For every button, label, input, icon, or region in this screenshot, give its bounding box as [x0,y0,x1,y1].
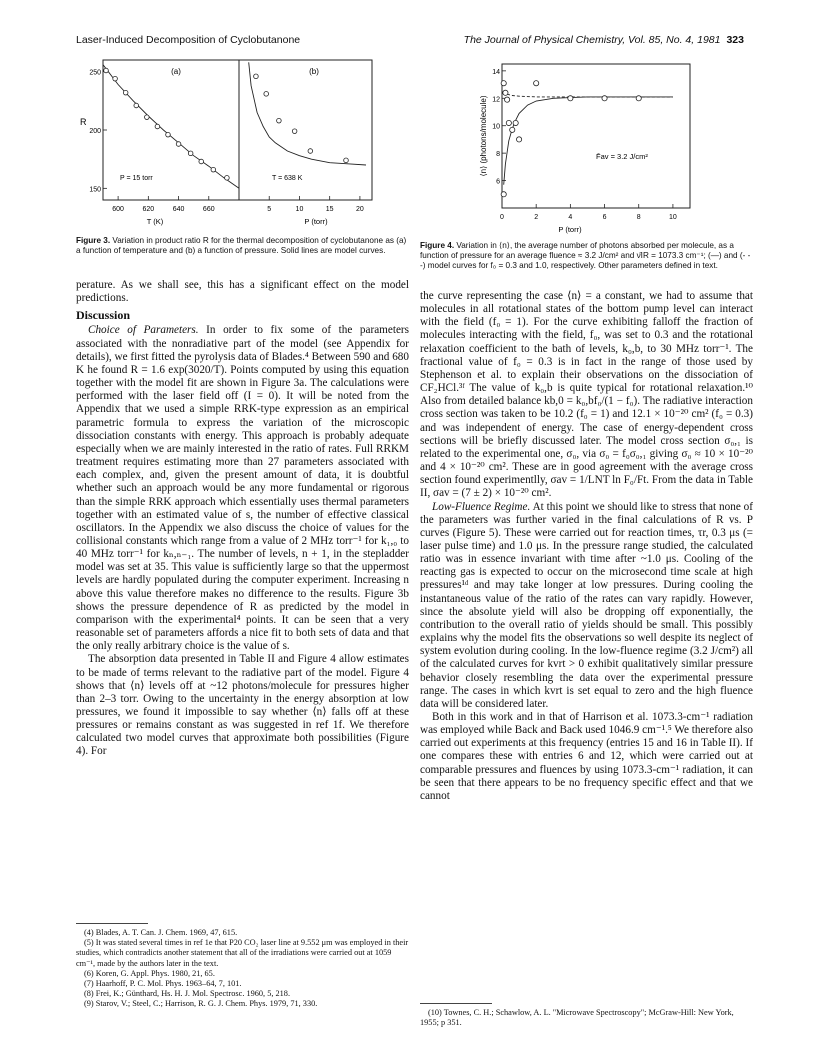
x-tick-label: 15 [325,206,334,213]
data-point [568,96,573,101]
y-axis-label: ⟨n⟩ (photons/molecule) [479,95,488,177]
y-tick-label: 10 [492,123,500,131]
footnote-rule-left [76,923,148,924]
figure-4-caption-label: Figure 4. [420,241,455,250]
data-point [134,103,139,108]
footnote: (4) Blades, A. T. Can. J. Chem. 1969, 47, 615. [84,928,238,937]
footnote: (6) Koren, G. Appl. Phys. 1980, 21, 65. [84,968,215,978]
paragraph-body: At this point we should like to stress that none of the parameters was further varied in the final calculations of R vs. P curves (Figure 5). These were carried out for reaction times, τr, 0.3 μs (= laser pulse time) and 1.0 μs. In the pressure range studied, the calculated ratio was in essence invariant with time after ~1.0 μs. Cooling of the reacting gas is expected to occur on the microsecond time scale at high pressures¹ᵈ and may take longer at low pressures. During cooling the instantaneous value of the ratio of the rates can vary rapidly. However, since the absolute yield will also be dropping off exponentially, the contribution to the overall ratio of yields should be small. This possibly explains why the model fits the observations so well despite its neglect of system evolution during cooling. In the low-fluence regime (3.2 J/cm²) all of the calculated curves for kvrt > 0 exhibit qualitatively similar pressure behavior closely resembling the data over the experimental pressure range. The cases in which kvrt is set equal to zero and the high fluence data will be considered later. [420,500,754,710]
data-point [225,176,230,181]
footnote: (5) It was stated several times in ref 1e that P20 CO₂ laser line at 9.552 μm was employed in their studies, which contradicts another statement that all of the irradiations were carried out at 1059 cm⁻¹, made by the authors later in the text. [76,938,409,968]
x-tick-label: 10 [669,214,677,221]
y-tick-label: 12 [492,96,500,104]
data-point [113,76,118,81]
data-point [188,151,193,156]
y-tick-label: 250 [89,69,101,77]
data-point [104,68,109,73]
y-ticks [89,70,107,194]
y-tick-label: 14 [492,68,500,76]
data-point [505,97,510,102]
panel-a-label: (a) [171,67,181,76]
data-point [510,127,515,132]
data-point [155,124,160,129]
x-tick-label: 0 [500,214,504,221]
footnotes-left [76,928,409,1010]
data-point [503,90,508,95]
data-point [176,142,181,147]
figure-3-caption-label: Figure 3. [76,236,111,245]
data-point [277,118,282,123]
figure-3 [76,54,412,230]
page-number: 323 [726,34,744,46]
x-axis-label: P (torr) [558,225,582,234]
data-point [602,96,607,101]
intro-paragraph: perature. As we shall see, this has a significant effect on the model predictions. [76,279,409,305]
data-point [534,81,539,86]
paragraph-body: In order to fix some of the parameters associated with the nonradiative part of the model (see Appendix for details), we first fitted the pyrolysis data of Blades.⁴ Between 590 and 680 K he found R = 1.6 exp(3020/T). Points computed by using this equation together with the model fit are shown in Figure 3a. The calculations were performed with the laser field off (I = 0). It will be noted from the Appendix that we used a simple RRK-type expression as an empirical parametric formula to express the variation of the microscopic dissociation constants with energy. This approach is probably adequate especially when we are mainly interested in the ratio of rates. Full RRKM treatment requires estimating more than 27 parameters associated with each complex, and, given the present amount of data, it is doubtful whether such an approach would be any more fundamental or rigorous than the simple RRK approach which essentially uses thermal parameters together with an estimated value of s, the number of effective classical oscillators. In the Appendix we also discuss the choice of values for the collisional constants which range from a value of 2 MHz torr⁻¹ for k₁,₀ to 40 MHz torr⁻¹ for kₙ,ₙ₋₁. The number of levels, n + 1, in the stepladder model was set at 35. This value is sufficiently large so that the uppermost levels are hardly populated during the computer experiment. Increasing n above this value therefore makes no difference to the results. Figure 3b shows the pressure dependence of R as predicted by the model in comparison with the experimental⁴ points. It can be seen that a very reasonable set of parameters affords a nice fit to both sets of data and that the only really arbitrary choice is the value of s. [76,324,410,653]
running-header-left: Laser-Induced Decomposition of Cyclobutanone [76,34,301,46]
x-tick-label: 6 [602,214,607,221]
data-point [308,149,313,154]
y-tick-label: 6 [496,178,500,186]
x-tick-label: 640 [172,206,185,213]
x-tick-label: 5 [267,206,272,213]
right-column [420,290,753,803]
footnote: (8) Frei, K.; Günthard, Hs. H. J. Mol. Spectrosc. 1960, 5, 218. [84,989,291,999]
data-point [264,92,269,97]
data-point [211,167,216,172]
model-curve [103,65,239,189]
x-tick-label: 620 [142,206,155,213]
data-point [145,115,150,120]
y-tick-label: 8 [496,151,500,159]
footnote: (9) Starov, V.; Steel, C.; Harrison, R. G. J. Chem. Phys. 1979, 71, 330. [84,999,318,1009]
figure-4-caption [420,241,753,271]
y-ticks [492,69,506,186]
paragraph-title: Low-Fluence Regime. [432,500,531,513]
footnotes-right [420,1008,753,1028]
data-point [636,96,641,101]
data-point [506,120,511,125]
running-header-right [464,34,744,46]
b-x-axis-label: P (torr) [304,217,328,226]
a-x-axis-label: T (K) [146,217,164,226]
a-condition-label: P = 15 torr [120,175,153,182]
figure-3-caption-text: Variation in product ratio R for the thermal decomposition of cyclobutanone as (a) a function of temperature and (b) a function of pressure. Solid lines are model curves. [76,236,407,256]
data-point [123,90,128,95]
figure-4-marks [501,81,673,197]
footnote: (10) Townes, C. H.; Schawlow, A. L. "Microwave Spectroscopy"; McGraw-Hill: New York, 1955; p 351. [420,1008,734,1028]
x-tick-label: 2 [534,214,539,221]
data-point [501,81,506,86]
y-tick-label: 150 [89,186,101,194]
data-point [199,159,204,164]
x-tick-label: 660 [202,206,215,213]
footnote: (7) Haarhoff, P. C. Mol. Phys. 1963–64, 7, 101. [84,979,242,989]
x-tick-label: 4 [568,214,573,221]
figure-4-caption-text: Variation in ⟨n⟩, the average number of photons absorbed per molecule, as a function of pressure for an average fluence ≈ 3.2 J/cm² and ν̄IR = 1073.3 cm⁻¹; (—) and (- - -) model curves for f₀ = 0.3 and 1.0, respectively. Other parameters defined in text. [420,241,751,271]
x-ticks [500,204,677,221]
paragraph-low-fluence [420,501,753,712]
x-tick-label: 600 [112,206,124,213]
left-column [76,279,409,759]
section-heading-discussion: Discussion [76,308,131,323]
panel-a-marks [103,65,239,189]
paragraph-continued: the curve representing the case ⟨n⟩ = a constant, we had to assume that molecules in all rotational states of the bottom pump level can interact with the field (f₀ = 1). For the curve exhibiting falloff the fraction of molecules interacting with the field, f₀, was set to 0.3 and the rotational relaxation coefficient to the bath of levels, k₀,b, to 30 MHz torr⁻¹. The fractional value of f₀ = 0.3 is in fact in the range of those used by Stephenson et al. to explain their observations on the dissociation of CF₂HCl.³ᶠ The value of k₀,b is quite typical for rotational relaxation.¹⁰ Also from detailed balance kb,0 = k₀,bf₀/(1 − f₀). The radiative interaction cross section was taken to be 10.2 (f₀ = 1) and 12.1 × 10⁻²⁰ cm² (f₀ = 0.3) and was independent of energy. The case of energy-dependent cross sections will be briefly discussed later. The model cross section σ₀,₁ is related to the experimental one, σ₀, via σ₀ = f₀σ₀,₁ giving σ₀ ≈ 10 × 10⁻²⁰ and 4 × 10⁻²⁰ cm². These are in good agreement with the average cross section found experimentlly, σav = 1/LNT ln F₀/Ft. From the data in Table II, σav = (7 ± 2) × 10⁻²⁰ cm². [420,290,753,500]
panel-b-label: (b) [309,67,319,76]
figure-4 [466,58,696,236]
paragraph-absorption-data: The absorption data presented in Table II and Figure 4 allow estimates to be made of terms relevant to the radiative part of the model. Figure 4 shows that ⟨n⟩ levels off at ~12 photons/molecule for pressures higher than 2–3 torr. Owing to the uncertainty in the energy absorption at low pressures, we found it impossible to say whether ⟨n⟩ falls off at these pressures or remains constant as was suggested in ref 1f. We therefore calculated two model curves that approximate both possibilities (Figure 4). For [76,653,409,758]
data-point [513,120,518,125]
panel-b-marks [249,62,366,165]
data-point [344,158,349,163]
data-point [254,74,259,79]
model-curve [249,62,366,165]
a-x-ticks [112,196,214,213]
data-point [166,132,171,137]
y-tick-label: 200 [89,128,101,135]
b-condition-label: T = 638 K [272,175,303,182]
b-x-ticks [267,196,364,213]
footnote-rule-right [420,1003,492,1004]
x-tick-label: 8 [636,214,641,221]
model-curve-solid [504,97,673,185]
paragraph-choice-of-parameters [76,324,409,653]
data-point [501,192,506,197]
x-tick-label: 10 [295,206,304,213]
model-curve-dashed [503,91,673,97]
paragraph-title: Choice of Parameters. [88,324,199,337]
journal-citation: The Journal of Physical Chemistry, Vol. 85, No. 4, 1981 [463,34,721,46]
figure-3-caption [76,236,409,256]
y-axis-label: R [80,117,87,127]
paragraph-frequency: Both in this work and in that of Harrison et al. 1073.3-cm⁻¹ radiation was employed while Back and Back used 1046.9 cm⁻¹.⁵ We therefore also carried out experiments at this frequency (entries 15 and 16 in Table II). If one compares these with entries 6 and 12, which were carried out at comparable pressures and fluences by using 1073.3-cm⁻¹ radiation, it can be seen that there appears to be no frequency specific effect and that we cannot [420,711,753,802]
x-tick-label: 20 [356,206,364,213]
fluence-label: F̄av = 3.2 J/cm² [596,152,648,161]
data-point [516,137,521,142]
data-point [292,129,297,134]
